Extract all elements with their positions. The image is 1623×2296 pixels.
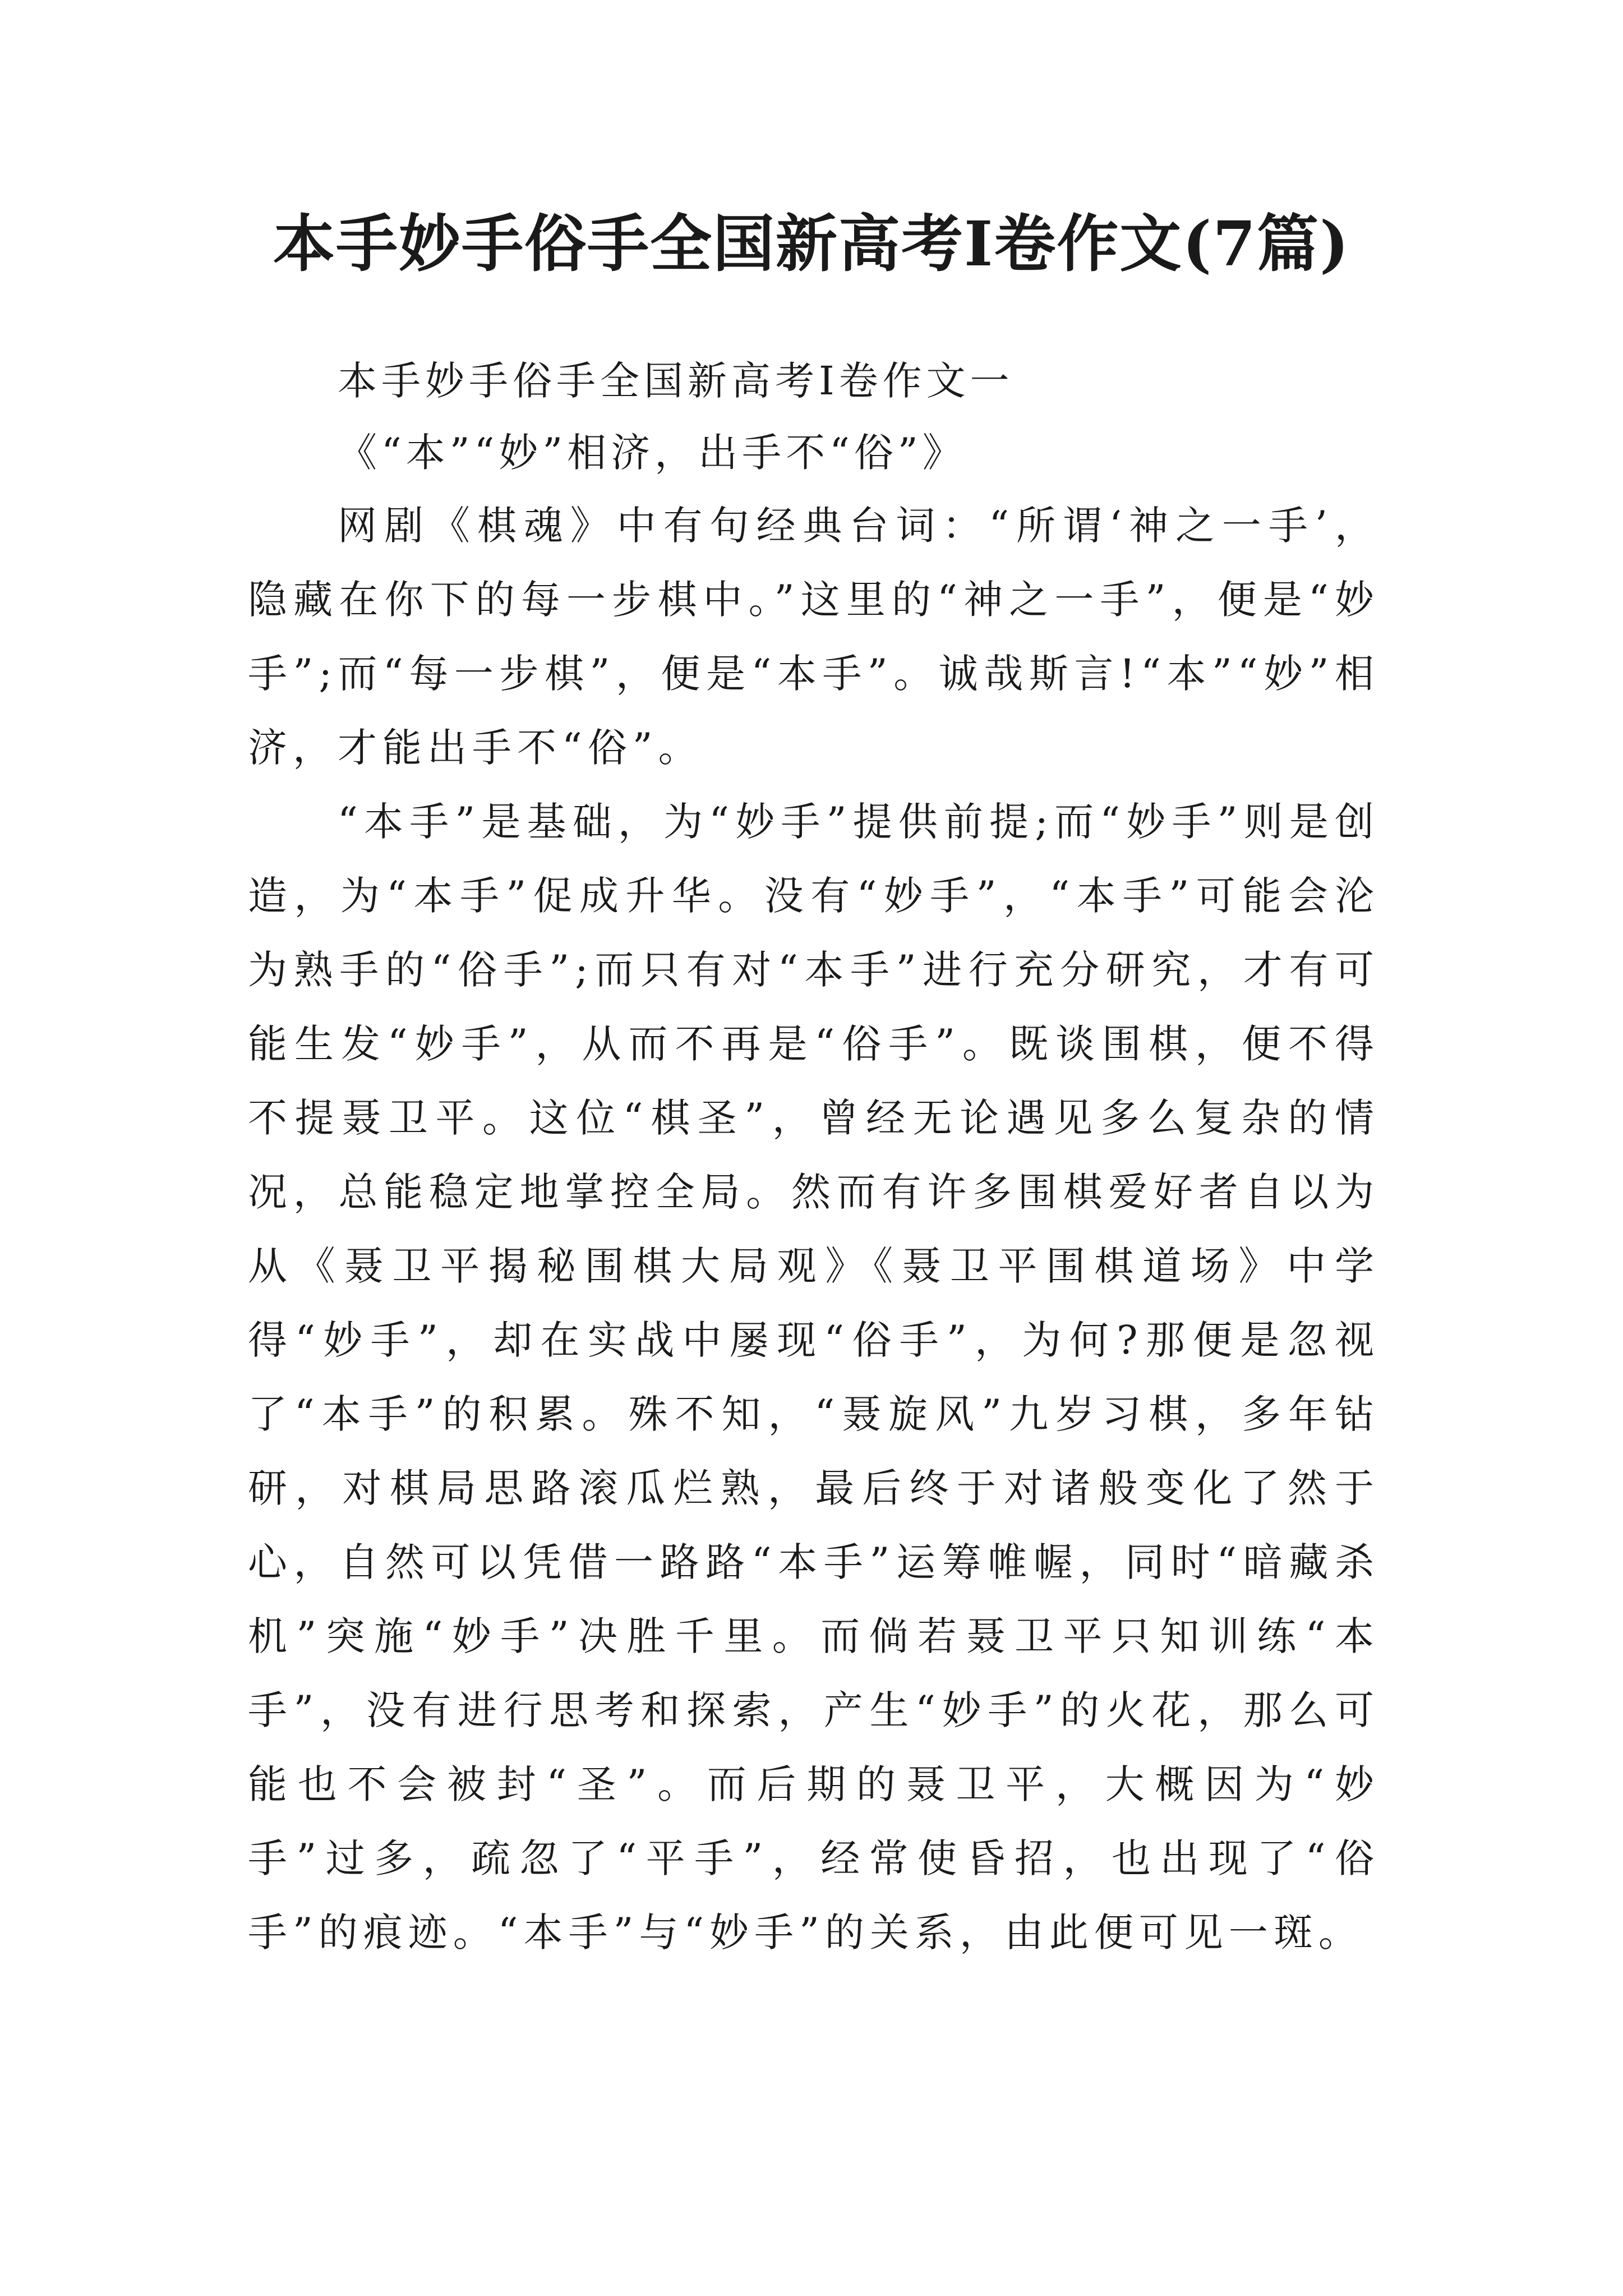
paragraph: 网剧《棋魂》中有句经典台词：“所谓‘神之一手’，隐藏在你下的每一步棋中。”这里的“神之一手”，便是“妙手”;而“每一步棋”，便是“本手”。诚哉斯言!“本”“妙”相济，才能出手不“俗”。 [248, 503, 1380, 771]
document-title: 本手妙手俗手全国新高考Ⅰ卷作文(7篇) [273, 208, 1350, 280]
document-body [248, 345, 1380, 1970]
paragraph: “本手”是基础，为“妙手”提供前提;而“妙手”则是创造，为“本手”促成升华。没有“妙手”，“本手”可能会沦为熟手的“俗手”;而只有对“本手”进行充分研究，才有可能生发“妙手”，从而不再是“俗手”。既谈围棋，便不得不提聂卫平。这位“棋圣”，曾经无论遇见多么复杂的情况，总能稳定地掌控全局。然而有许多围棋爱好者自以为从《聂卫平揭秘围棋大局观》《聂卫平围棋道场》中学得“妙手”，却在实战中屡现“俗手”，为何?那便是忽视了“本手”的积累。殊不知，“聂旋风”九岁习棋，多年钻研，对棋局思路滚瓜烂熟，最后终于对诸般变化了然于心，自然可以凭借一路路“本手”运筹帷幄，同时“暗藏杀机”突施“妙手”决胜千里。而倘若聂卫平只知训练“本手”，没有进行思考和探索，产生“妙手”的火花，那么可能也不会被封“圣”。而后期的聂卫平，大概因为“妙手”过多，疏忽了“平手”，经常使昏招，也出现了“俗手”的痕迹。“本手”与“妙手”的关系，由此便可见一斑。 [248, 799, 1380, 1955]
essay-heading: 本手妙手俗手全国新高考Ⅰ卷作文一 [338, 358, 1014, 404]
essay-title: 《“本”“妙”相济，出手不“俗”》 [338, 430, 966, 476]
